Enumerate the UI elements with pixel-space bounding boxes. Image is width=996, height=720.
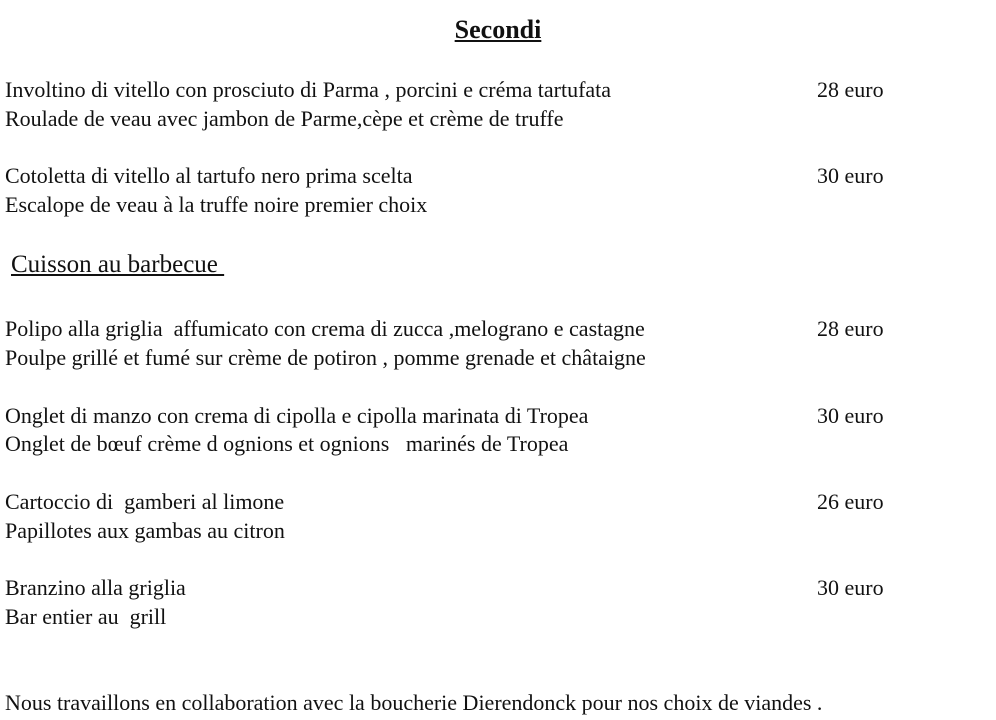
- item-price: 30 euro: [817, 575, 884, 600]
- item-name-italian: Branzino alla griglia: [5, 575, 186, 600]
- item-name-italian: Involtino di vitello con prosciuto di Parma , porcini e créma tartufata: [5, 77, 612, 102]
- item-name-french: Bar entier au grill: [5, 604, 167, 629]
- item-name-italian: Onglet di manzo con crema di cipolla e cipolla marinata di Tropea: [5, 403, 589, 428]
- menu-title: Secondi: [454, 15, 542, 44]
- item-price: 30 euro: [817, 403, 884, 428]
- item-name-french: Roulade de veau avec jambon de Parme,cèpe et crème de truffe: [5, 106, 564, 131]
- item-name-french: Poulpe grillé et fumé sur crème de potiron , pomme grenade et châtaigne: [5, 345, 646, 370]
- item-name-french: Onglet de bœuf crème d ognions et ognions marinés de Tropea: [5, 431, 569, 456]
- item-price: 30 euro: [817, 163, 884, 188]
- footer-note: Nous travaillons en collaboration avec la boucherie Dierendonck pour nos choix de viandes .: [5, 690, 823, 715]
- item-price: 28 euro: [817, 77, 884, 102]
- item-name-italian: Polipo alla griglia affumicato con crema di zucca ,melograno e castagne: [5, 316, 645, 341]
- item-price: 26 euro: [817, 489, 884, 514]
- item-name-italian: Cotoletta di vitello al tartufo nero prima scelta: [5, 163, 413, 188]
- section-title-barbecue: Cuisson au barbecue: [11, 251, 225, 278]
- item-price: 28 euro: [817, 316, 884, 341]
- item-name-italian: Cartoccio di gamberi al limone: [5, 489, 285, 514]
- item-name-french: Papillotes aux gambas au citron: [5, 518, 285, 543]
- item-name-french: Escalope de veau à la truffe noire premier choix: [5, 192, 428, 217]
